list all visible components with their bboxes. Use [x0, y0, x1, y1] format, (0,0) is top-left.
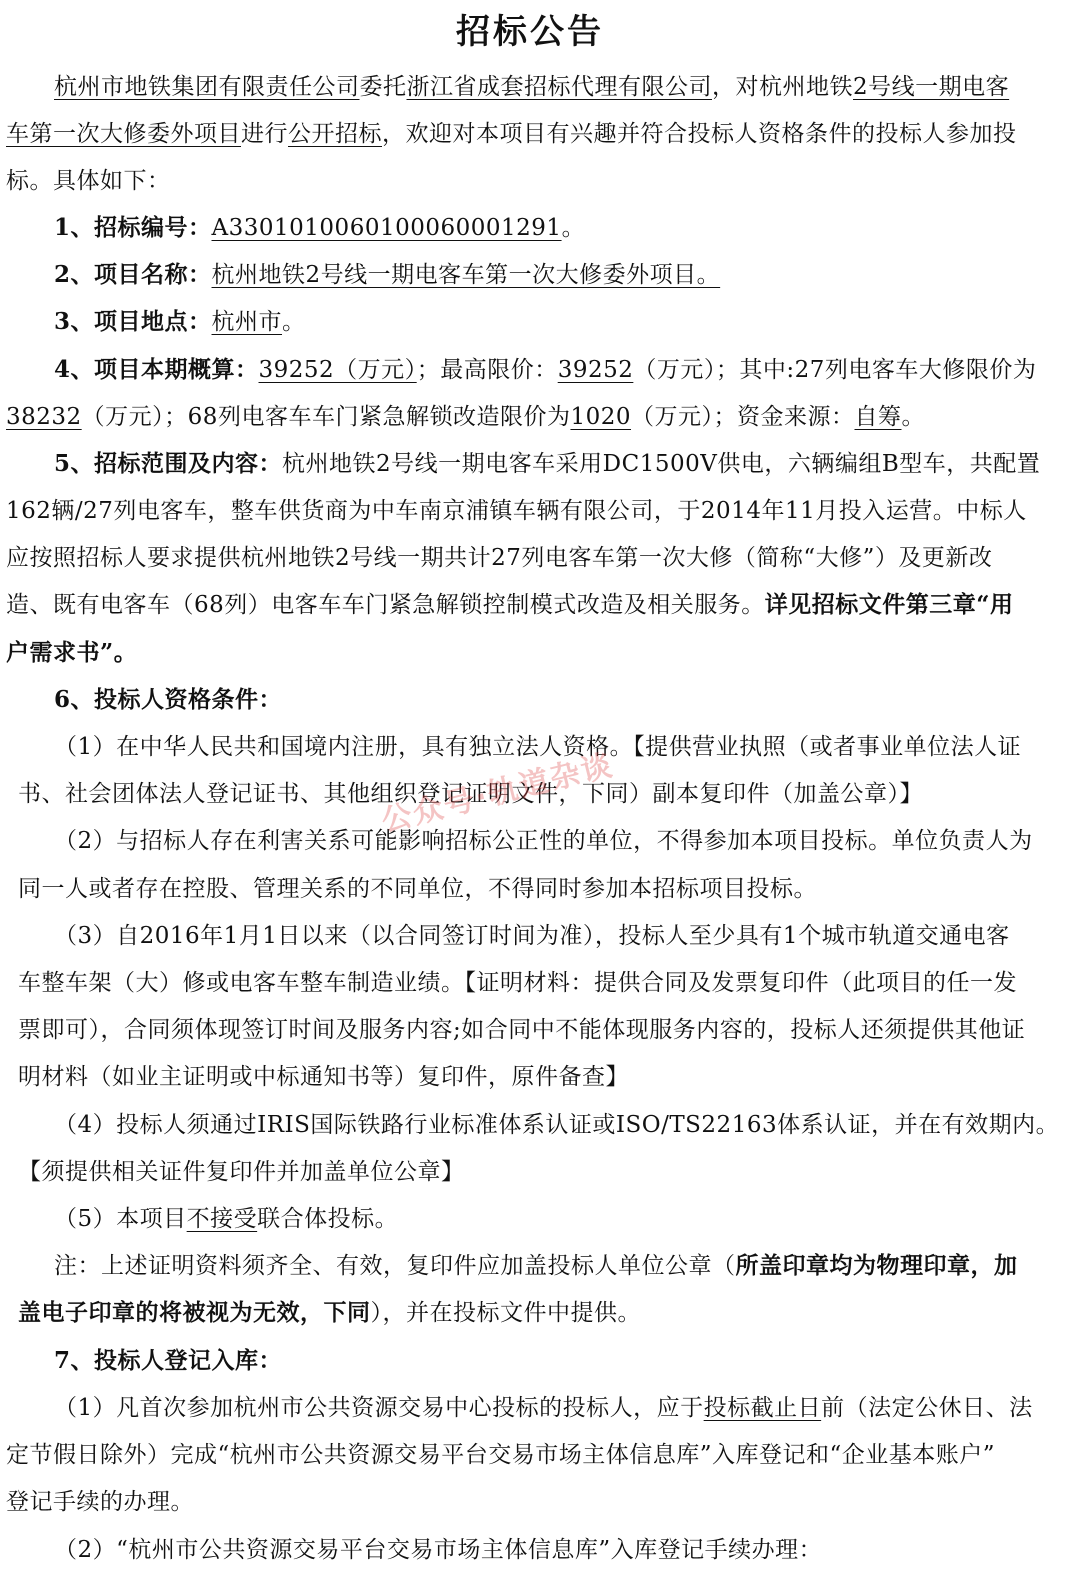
section-scope-line-3: 应按照招标人要求提供杭州地铁2号线一期共计27列电客车第一次大修（简称“大修”）及更新改 [6, 545, 993, 571]
note-line-1: 注：上述证明资料须齐全、有效，复印件应加盖投标人单位公章（所盖印章均为物理印章，加 [54, 1252, 1018, 1279]
qualification-4-line-1: （4）投标人须通过IRIS国际铁路行业标准体系认证或ISO/TS22163体系认证，并在有效期内。 [54, 1112, 1060, 1138]
section-project-name: 2、项目名称：杭州地铁2号线一期电客车第一次大修委外项目。 [54, 261, 721, 288]
funding-source: 自筹 [854, 404, 902, 430]
registration-1-line-1: （1）凡首次参加杭州市公共资源交易中心投标的投标人，应于投标截止日前（法定公休日、法 [54, 1395, 1033, 1421]
section-registration-heading: 7、投标人登记入库： [54, 1347, 283, 1374]
project-location: 杭州市 [211, 309, 283, 335]
section-tender-number: 1、招标编号：A3301010060100060001291。 [54, 214, 586, 241]
qualification-2-line-2: 同一人或者存在控股、管理关系的不同单位，不得同时参加本招标项目投标。 [18, 876, 817, 902]
qualification-3-line-2: 车整车架（大）修或电客车整车制造业绩。【证明材料：提供合同及发票复印件（此项目的任一发 [18, 970, 1017, 996]
tender-method: 公开招标 [288, 121, 382, 147]
watermark: 公众号·轨道杂谈 [378, 747, 617, 840]
section-scope-line-4: 造、既有电客车（68列）电客车车门紧急解锁控制模式改造及相关服务。详见招标文件第三章“用 [6, 591, 1014, 618]
intro-line-2: 车第一次大修委外项目进行公开招标，欢迎对本项目有兴趣并符合投标人资格条件的投标人参加投 [6, 121, 1017, 147]
section-scope-line-1: 5、招标范围及内容：杭州地铁2号线一期电客车采用DC1500V供电，六辆编组B型车，共配置 [54, 450, 1041, 477]
page-title: 招标公告 [456, 12, 604, 52]
max-price: 39252 [557, 357, 634, 383]
section-project-location: 3、项目地点：杭州市。 [54, 308, 306, 335]
intro-line-3: 标。具体如下： [6, 168, 171, 194]
registration-2-line-1: （2）“杭州市公共资源交易平台交易市场主体信息库”入库登记手续办理： [54, 1537, 823, 1563]
qualification-1-line-2: 书、社会团体法人登记证书、其他组织登记证明文件，下同）副本复印件（加盖公章）】 [18, 781, 923, 807]
budget-value: 39252（万元） [258, 357, 417, 383]
qualification-2-line-1: （2）与招标人存在利害关系可能影响招标公正性的单位，不得参加本项目投标。单位负责人为 [54, 828, 1033, 854]
project-name: 杭州地铁2号线一期电客车第一次大修委外项目。 [211, 262, 721, 288]
section-scope-line-2: 162辆/27列电客车，整车供货商为中车南京浦镇车辆有限公司，于2014年11月投入运营。中标人 [6, 498, 1027, 524]
section-scope-line-5: 户需求书”。 [6, 639, 138, 666]
section-budget-line-1: 4、项目本期概算：39252（万元）；最高限价：39252（万元）；其中:27列电客车大修限价为 [54, 356, 1037, 383]
registration-1-line-3: 登记手续的办理。 [6, 1489, 194, 1515]
intro-line-1: 杭州市地铁集团有限责任公司委托浙江省成套招标代理有限公司，对杭州地铁2号线一期电客 [54, 74, 1010, 100]
qualification-5: （5）本项目不接受联合体投标。 [54, 1206, 399, 1232]
tenderer-name: 杭州市地铁集团有限责任公司 [54, 74, 360, 100]
qualification-3-line-4: 明材料（如业主证明或中标通知书等）复印件，原件备查】 [18, 1064, 629, 1090]
section-qualifications-heading: 6、投标人资格条件： [54, 686, 283, 713]
qualification-3-line-1: （3）自2016年1月1日以来（以合同签订时间为准），投标人至少具有1个城市轨道交通电客 [54, 923, 1010, 949]
qualification-3-line-3: 票即可），合同须体现签订时间及服务内容;如合同中不能体现服务内容的，投标人还须提供其他证 [18, 1017, 1026, 1043]
tender-number: A3301010060100060001291 [211, 215, 562, 241]
note-line-2: 盖电子印章的将被视为无效，下同），并在投标文件中提供。 [18, 1299, 641, 1326]
qualification-4-line-2: 【须提供相关证件复印件并加盖单位公章】 [18, 1159, 465, 1185]
qualification-1-line-1: （1）在中华人民共和国境内注册，具有独立法人资格。【提供营业执照（或者事业单位法人证 [54, 734, 1022, 760]
section-budget-line-2: 38232（万元）；68列电客车车门紧急解锁改造限价为1020（万元）；资金来源：自筹。 [6, 404, 925, 430]
registration-1-line-2: 定节假日除外）完成“杭州市公共资源交易平台交易市场主体信息库”入库登记和“企业基本账户” [6, 1442, 996, 1468]
agent-name: 浙江省成套招标代理有限公司 [406, 74, 712, 100]
